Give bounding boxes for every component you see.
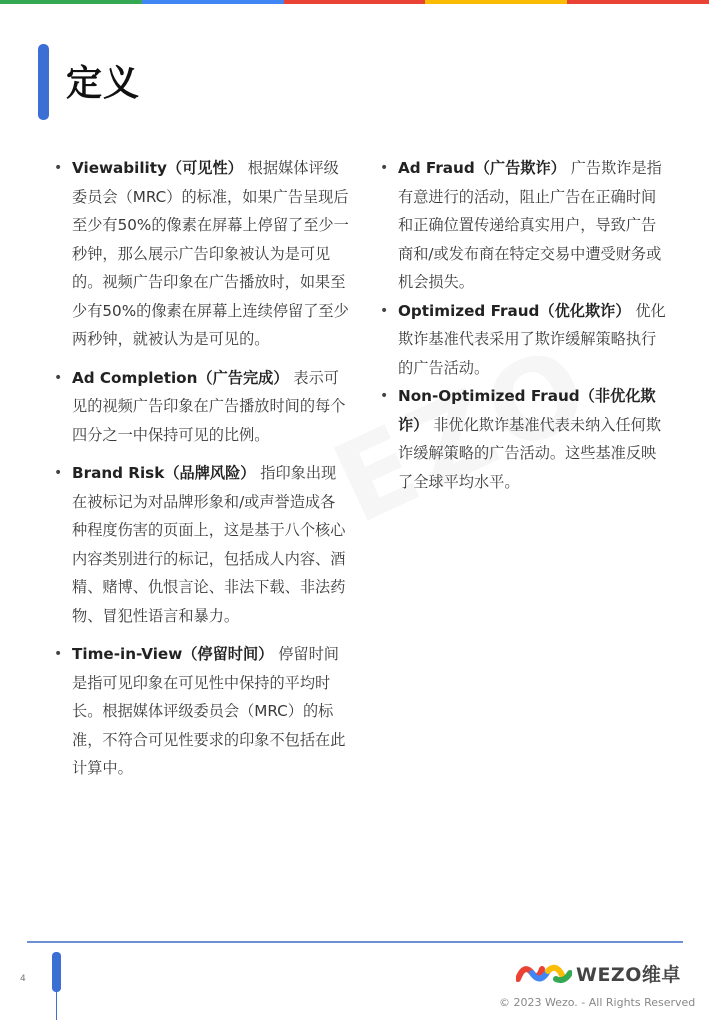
- top-color-bar: [0, 0, 709, 4]
- definition-item-ad-completion: [52, 364, 350, 450]
- definition-item-viewability: [52, 154, 350, 354]
- bullet-icon: •: [54, 646, 63, 662]
- footer-accent-line: [56, 990, 57, 1020]
- definition-term: Optimized Fraud（优化欺诈）: [398, 301, 631, 320]
- definition-term: Brand Risk（品牌风险）: [72, 464, 256, 482]
- wezo-logo-icon: [516, 961, 572, 987]
- copyright-text: © 2023 Wezo. - All Rights Reserved: [499, 996, 696, 1009]
- right-definitions-list: [378, 154, 668, 496]
- wezo-logo: [516, 960, 681, 987]
- definition-term: Ad Completion（广告完成）: [72, 368, 289, 387]
- footer-accent-bar: [52, 952, 61, 992]
- definition-term: Ad Fraud（广告欺诈）: [398, 159, 566, 177]
- bullet-icon: •: [54, 465, 63, 481]
- definition-text: 非优化欺诈基准代表未纳入任何欺诈缓解策略的广告活动。这些基准反映了全球平均水平。: [398, 415, 662, 491]
- definition-text: 停留时间是指可见印象在可见性中保持的平均时长。根据媒体评级委员会（MRC）的标准，不符合可见性要求的印象不包括在此计算中。: [72, 645, 346, 777]
- definition-item-brand-risk: [52, 459, 350, 630]
- bullet-icon: •: [54, 369, 63, 386]
- left-definitions-list: [52, 154, 350, 793]
- definition-term: Viewability（可见性）: [72, 159, 243, 177]
- definition-item-non-optimized-fraud: [378, 382, 668, 496]
- page-number: 4: [20, 974, 26, 984]
- footer-divider: [27, 941, 683, 943]
- bullet-icon: •: [380, 388, 389, 404]
- logo-text: WEZO维卓: [576, 964, 681, 986]
- bullet-icon: •: [54, 160, 63, 176]
- page-title: 定义: [66, 63, 141, 104]
- definition-term: Time-in-View（停留时间）: [72, 645, 274, 663]
- definition-term: Non-Optimized Fraud（非优化欺诈）: [398, 387, 656, 434]
- definition-text: 指印象出现在被标记为对品牌形象和/或声誉造成各种程度伤害的页面上，这是基于八个核心内容类别进行的标记，包括成人内容、酒精、赌博、仇恨言论、非法下载、非法药物、冒犯性语言和暴力。: [72, 464, 346, 625]
- definition-item-time-in-view: [52, 640, 350, 783]
- definition-text: 优化欺诈基准代表采用了欺诈缓解策略执行的广告活动。: [398, 301, 666, 377]
- definition-text: 广告欺诈是指有意进行的活动，阻止广告在正确时间和正确位置传递给真实用户，导致广告商和/或发布商在特定交易中遭受财务或机会损失。: [398, 159, 662, 291]
- top-bar-segment-red: [284, 0, 426, 4]
- top-bar-segment-yellow: [425, 0, 567, 4]
- bullet-icon: •: [380, 302, 389, 319]
- definition-item-ad-fraud: [378, 154, 668, 297]
- title-accent-bar: [38, 44, 49, 120]
- top-bar-segment-blue: [142, 0, 284, 4]
- definition-text: 表示可见的视频广告印象在广告播放时间的每个四分之一中保持可见的比例。: [72, 368, 346, 444]
- bullet-icon: •: [380, 160, 389, 176]
- top-bar-segment-red-2: [567, 0, 709, 4]
- definition-text: 根据媒体评级委员会（MRC）的标准，如果广告呈现后至少有50%的像素在屏幕上停留了至少一秒钟，那么展示广告印象被认为是可见的。视频广告印象在广告播放时，如果至少有50%的像素在屏幕上连续停留了至少两秒钟，就被认为是可见的。: [72, 159, 349, 348]
- definition-item-optimized-fraud: [378, 297, 668, 383]
- top-bar-segment-green: [0, 0, 142, 4]
